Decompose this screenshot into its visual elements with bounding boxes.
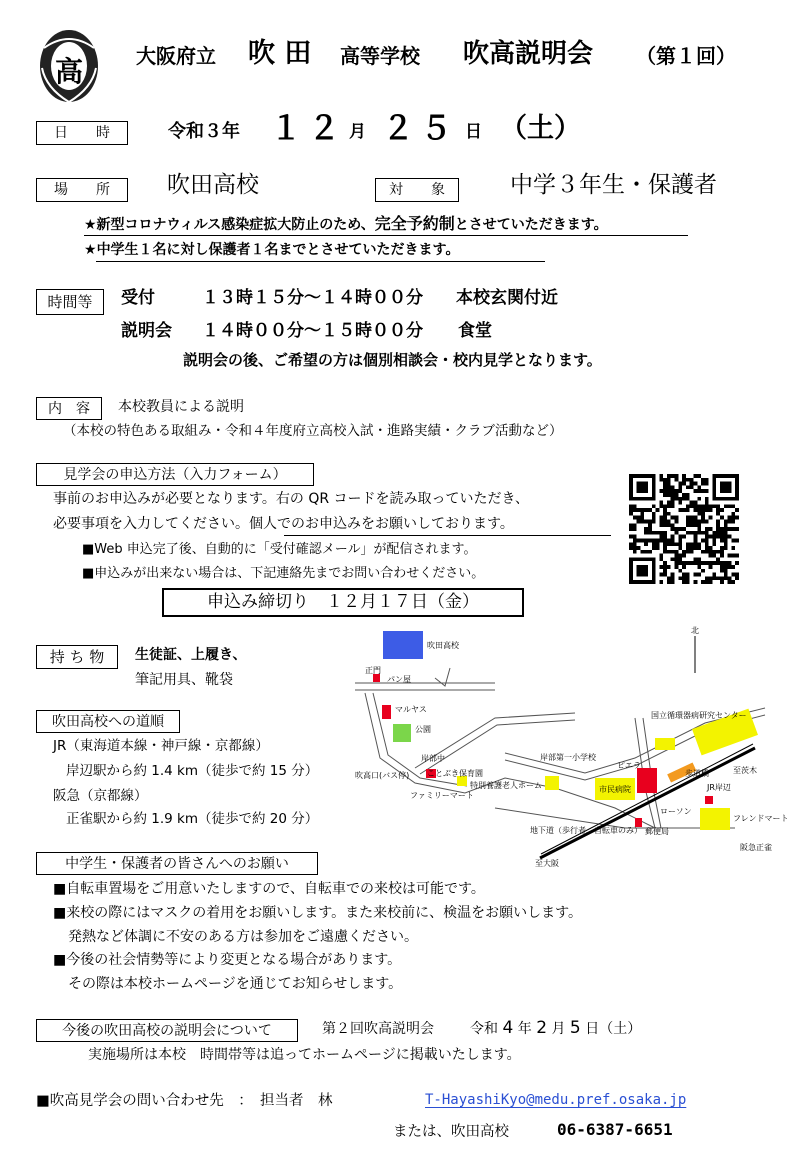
next-session-day-unit: 日（土）	[585, 1021, 642, 1037]
map-label-elementary: 岸部第一小学校	[540, 753, 596, 762]
school-emblem	[38, 28, 100, 108]
content-label: 内 容	[36, 397, 102, 420]
notice-1-emphasis: 完全予約制	[374, 214, 455, 233]
request-line-2: ■来校の際にはマスクの着用をお願いします。また来校前に、検温をお願いします。	[53, 905, 582, 921]
map-label-school: 吹田高校	[427, 641, 459, 650]
deadline-box: 申込み締切り １２月１７日（金）	[162, 588, 524, 617]
content-text: 本校教員による説明	[118, 399, 244, 415]
belongings-line-2: 筆記用具、靴袋	[135, 672, 233, 688]
map-label-bakery: パン屋	[387, 675, 411, 684]
next-session-era: 令和	[470, 1021, 498, 1037]
map-label-friend-mart: フレンドマート	[733, 814, 789, 823]
target-value: 中学３年生・保護者	[510, 172, 717, 198]
request-line-1: ■自転車置場をご用意いたしますので、自転車での来校は可能です。	[53, 881, 485, 897]
application-line-2a: 必要事項を入力してください。	[53, 516, 249, 532]
map-label-post-office: 郵便局	[645, 827, 669, 836]
next-session-year-unit: 年	[517, 1021, 532, 1037]
reception-label: 受付	[121, 288, 155, 308]
application-label: 見学会の申込方法（入力フォーム）	[36, 463, 314, 486]
application-bullet-1: ■Web 申込完了後、自動的に「受付確認メール」が配信されます。	[82, 542, 477, 557]
map-label-nursing-home: 特別養護老人ホーム	[470, 781, 542, 790]
notice-1-prefix: ★新型コロナウィルス感染症拡大防止のため、	[84, 217, 375, 233]
date-month-unit: 月	[349, 122, 366, 142]
school-type: 高等学校	[340, 44, 420, 68]
map-label-research-center: 国立循環器病研究センター	[651, 711, 747, 720]
request-line-3: 発熱など体調に不安のある方は参加をご遠慮ください。	[68, 929, 418, 945]
requests-label: 中学生・保護者の皆さんへのお願い	[36, 852, 318, 875]
map-label-lawson: ローソン	[660, 807, 692, 816]
map-label-jr-kishibe: JR岸辺	[707, 783, 731, 792]
next-session-month-unit: 月	[551, 1021, 566, 1037]
route-hankyu-detail: 正雀駅から約 1.9 km（徒歩で約 20 分）	[66, 811, 319, 827]
future-label: 今後の吹田高校の説明会について	[36, 1019, 298, 1042]
contact-email-link[interactable]: T-HayashiKyo@medu.pref.osaka.jp	[425, 1092, 687, 1108]
qr-code[interactable]	[629, 474, 739, 584]
event-title: 吹高説明会	[463, 39, 594, 69]
place-label: 場 所	[36, 178, 128, 202]
session-number: （第１回）	[636, 44, 736, 68]
briefing-place: 食堂	[458, 321, 492, 341]
belongings-line-1: 生徒証、上履き、	[135, 647, 247, 663]
map-label-junior-high: 岸部中	[421, 754, 445, 763]
route-jr-title: JR（東海道本線・神戸線・京都線）	[53, 738, 269, 754]
next-session-year: 4	[502, 1018, 514, 1038]
school-name: 吹 田	[248, 38, 312, 69]
map-label-north: 北	[691, 626, 699, 635]
request-line-4: ■今後の社会情勢等により変更となる場合があります。	[53, 952, 402, 968]
map-label-family-mart: ファミリーマート	[410, 791, 474, 800]
map-label-to-osaka: 至大阪	[535, 859, 559, 868]
route-hankyu-title: 阪急（京都線）	[53, 788, 148, 804]
application-line-1: 事前のお申込みが必要となります。右の QR コードを読み取っていただき、	[53, 491, 529, 507]
prefecture-label: 大阪府立	[136, 44, 216, 68]
reception-time: １３時１５分～１４時００分	[202, 288, 423, 308]
map-label-park: 公園	[415, 725, 431, 734]
map-label-to-ibaraki: 至茨木	[733, 766, 757, 775]
route-jr-detail: 岸辺駅から約 1.4 km（徒歩で約 15 分）	[66, 763, 319, 779]
map-label-kotobuki: ことぶき保育園	[427, 769, 483, 778]
contact-label: ■吹高見学会の問い合わせ先 ： 担当者 林	[36, 1093, 333, 1109]
map-label-hospital: 市民病院	[599, 785, 631, 794]
map-label-piero: ピエラ	[617, 761, 641, 770]
next-session-month: 2	[536, 1018, 548, 1038]
route-label: 吹田高校への道順	[36, 710, 180, 733]
content-detail: （本校の特色ある取組み・令和４年度府立高校入試・進路実績・クラブ活動など）	[63, 423, 563, 439]
map-label-hankyu-shojaku: 阪急正雀	[740, 843, 772, 852]
map-label-gate: 正門	[365, 666, 381, 675]
date-day-unit: 日	[465, 122, 482, 142]
date-month: １２	[270, 109, 347, 147]
next-session-day: 5	[569, 1018, 581, 1038]
contact-alt-label: または、吹田高校	[393, 1124, 509, 1140]
target-label: 対 象	[375, 178, 459, 202]
contact-phone: 06-6387-6651	[557, 1120, 673, 1139]
notice-2-text: 中学生１名に対し保護者１名までとさせていただきます。	[96, 242, 460, 258]
schedule-label: 時間等	[36, 289, 104, 315]
map-label-overpass: 歩道橋	[685, 769, 709, 778]
notice-2-prefix: ★	[84, 242, 97, 258]
notice-1-suffix: とさせていただきます。	[454, 217, 608, 233]
briefing-label: 説明会	[121, 321, 172, 341]
reception-place: 本校玄関付近	[456, 288, 558, 308]
map-label-bus-stop: 吹高口(バス停)	[355, 771, 410, 780]
map-label-underpass: 地下道（歩行者、自転車のみ）	[530, 826, 642, 835]
application-line-2b: 個人でのお申込みをお願いしております。	[249, 516, 514, 532]
application-bullet-2: ■申込みが出来ない場合は、下記連絡先までお問い合わせください。	[82, 566, 485, 581]
place-value: 吹田高校	[167, 172, 259, 198]
access-map	[355, 626, 789, 868]
schedule-note: 説明会の後、ご希望の方は個別相談会・校内見学となります。	[183, 351, 602, 369]
date-weekday: （土）	[500, 113, 581, 144]
date-era: 令和３年	[168, 121, 240, 142]
briefing-time: １４時００分～１５時００分	[202, 321, 423, 341]
future-detail: 実施場所は本校 時間帯等は追ってホームページに掲載いたします。	[88, 1047, 521, 1063]
date-day: ２５	[382, 109, 459, 147]
datetime-label: 日 時	[36, 121, 128, 145]
emblem-character: 高	[54, 55, 83, 88]
map-label-maruyasu: マルヤス	[395, 705, 427, 714]
belongings-label: 持 ち 物	[36, 645, 118, 669]
request-line-5: その際は本校ホームページを通じてお知らせします。	[68, 976, 403, 992]
next-session-name: 第２回吹高説明会	[322, 1021, 434, 1037]
